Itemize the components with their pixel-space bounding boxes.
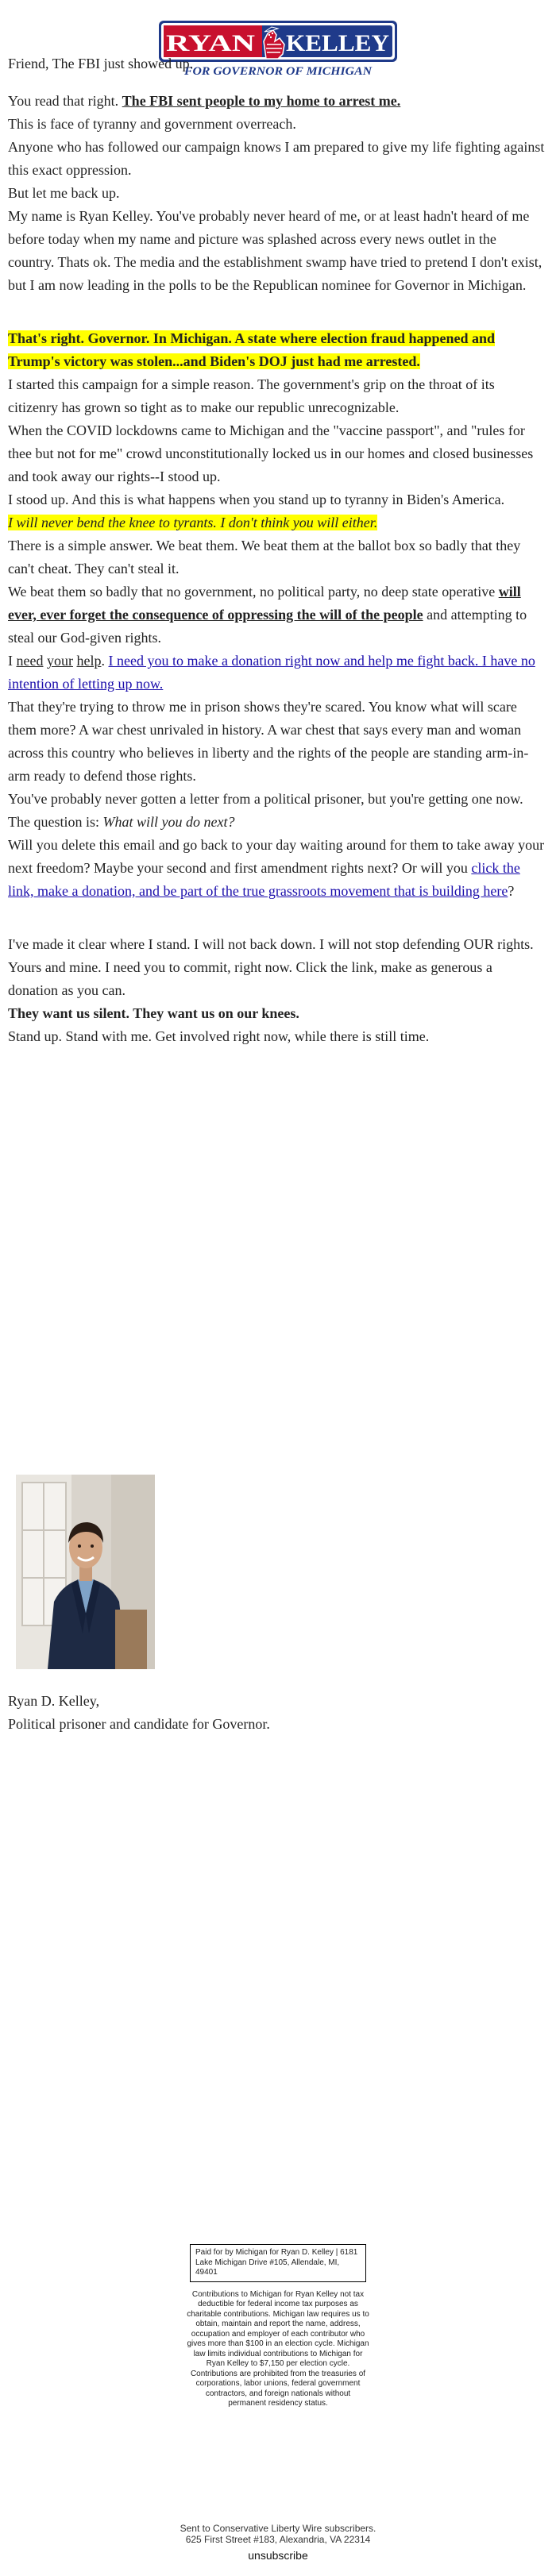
signature-title: Political prisoner and candidate for Governor. [8, 1716, 270, 1732]
text: Will you delete this email and go back to your day waiting around for them to take away your next freedom? Maybe your second and first amendment rights next? Or will you [8, 837, 545, 876]
sender-address: 625 First Street #183, Alexandria, VA 22314 [185, 2534, 371, 2545]
sent-to-notice: Sent to Conservative Liberty Wire subscribers. [180, 2523, 376, 2534]
text: ? [508, 883, 515, 899]
text: I [8, 653, 17, 669]
paragraph: That they're trying to throw me in prison shows they're scared. You know what will scare them more? A war chest unrivaled in history. A war chest that says every man and woman across this country who believes in liberty and the rights of the people are standing arm-in-arm ready to defend those rights. [8, 699, 529, 784]
paragraph: I started this campaign for a simple reason. The government's grip on the throat of its citizenry has grown so tight as to make our republic unrecognizable. [8, 376, 495, 415]
paragraph: Anyone who has followed our campaign knows I am prepared to give my life fighting against this exact oppression. [8, 139, 545, 178]
paragraph: My name is Ryan Kelley. You've probably never heard of me, or at least hadn't heard of me before today when my name and picture was splashed across every news outlet in the country. Thats ok. The media and the establishment swamp have tried to pretend I don't exist, but I am now leading in the polls to be the Republican nominee for Governor in Michigan. [8, 208, 542, 293]
contribution-notice: Contributions to Michigan for Ryan Kelley not tax deductible for federal income tax purposes as charitable contributions. Michigan law requires us to obtain, maintain and report the name, address, occupation and employer of each contributor who gives more than $100 in an election cycle. Michigan law limits individual contributions to Michigan for Ryan Kelley to $7,150 per election cycle. Contributions are prohibited from the treasuries of corporations, labor unions, federal government contractors, and foreign nationals without permanent residency status. [187, 2289, 369, 2408]
highlighted-text: I will never bend the knee to tyrants. I don't think you will either. [8, 515, 378, 530]
unsubscribe-link[interactable]: unsubscribe [248, 2549, 308, 2562]
paragraph: I've made it clear where I stand. I will not back down. I will not stop defending OUR rights. Yours and mine. I need you to commit, right now. Click the link, make as generous a donation as you can. [8, 936, 534, 998]
paragraph: Friend, The FBI just showed up. [8, 56, 194, 71]
email-footer [0, 2523, 556, 2562]
logo-tagline: FOR GOVERNOR OF MICHIGAN [183, 65, 373, 78]
logo-first-name: RYAN [166, 30, 256, 56]
paragraph [8, 90, 545, 113]
legal-disclaimer [187, 2244, 369, 2409]
donate-link[interactable]: I need you to make a donation right now and help me fight back. I have no intention of letting up now. [8, 653, 535, 692]
logo-last-name: KELLEY [286, 30, 390, 56]
paragraph: I stood up. And this is what happens when you stand up to tyranny in Biden's America. [8, 492, 505, 507]
underlined-word: help [76, 653, 102, 669]
underlined-word: need [16, 653, 44, 669]
text: and attempting to steal our God-given rights. [8, 607, 527, 646]
text: . [101, 653, 109, 669]
donate-link-movement[interactable]: click the link, make a donation, and be part of the true grassroots movement that is building here [8, 860, 520, 899]
text: You read that right. [8, 93, 122, 109]
paid-for-by-box: Paid for by Michigan for Ryan D. Kelley | 6181 Lake Michigan Drive #105, Allendale, MI, 49401 [190, 2244, 366, 2282]
paragraph [8, 580, 545, 650]
emphasis-text: The FBI sent people to my home to arrest me. [122, 93, 401, 109]
paragraph [8, 788, 545, 834]
paragraph [8, 650, 545, 696]
paragraph: They want us silent. They want us on our knees. [8, 1005, 299, 1021]
paragraph [8, 511, 545, 534]
paragraph: Stand up. Stand with me. Get involved right now, while there is still time. [8, 1028, 430, 1044]
italic-question: What will you do next? [102, 814, 235, 830]
paragraph: But let me back up. [8, 185, 120, 201]
underlined-word: your [46, 653, 73, 669]
signature-name: Ryan D. Kelley, [8, 1693, 100, 1709]
paragraph [8, 834, 545, 903]
paragraph: There is a simple answer. We beat them. We beat them at the ballot box so badly that they can't cheat. They can't steal it. [8, 538, 521, 577]
text: We beat them so badly that no government, no political party, no deep state operative [8, 584, 499, 600]
emphasis-text: will ever, ever forget the consequence of oppressing the will of the people [8, 584, 521, 623]
signature-block [8, 1690, 270, 1736]
paragraph: When the COVID lockdowns came to Michigan and the "vaccine passport", and "rules for thee but not for me" crowd unconstitutionally locked us in our homes and closed businesses and took away our rights--I stood up. [8, 422, 534, 484]
candidate-photo [16, 1475, 155, 1669]
text: You've probably never gotten a letter from a political prisoner, but you're getting one now. The question is: [8, 791, 523, 830]
paragraph: This is face of tyranny and government overreach. [8, 116, 296, 132]
email-body [8, 52, 545, 1048]
paragraph [8, 327, 545, 373]
highlighted-text: That's right. Governor. In Michigan. A state where election fraud happened and Trump's victory was stolen...and Biden's DOJ just had me arrested. [8, 330, 496, 369]
